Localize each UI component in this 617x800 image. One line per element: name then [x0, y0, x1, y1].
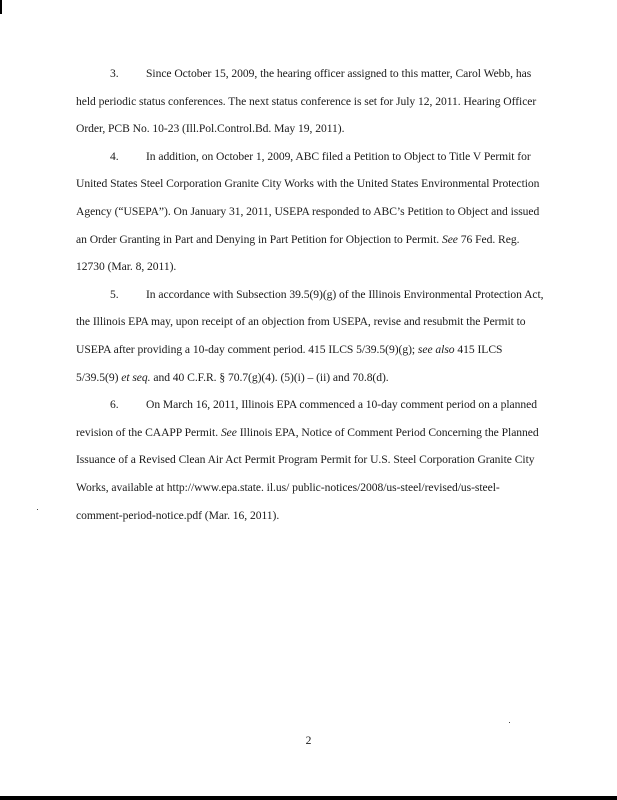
paragraph-text: Illinois EPA, Notice of Comment Period Concerning the Planned Issuance of a Revised Clean Air Act Permit Program Permit for U.S. Steel Corporation Granite City Works, available at http://www.epa.state. il.us/ public-notices/2008/us-steel/revised/us-steel-comment-period-notice.pdf (Mar. 16, 2011). — [76, 425, 539, 522]
citation-signal: See — [441, 232, 458, 246]
paragraph-text: and 40 C.F.R. § 70.7(g)(4). (5)(i) – (ii) and 70.8(d). — [150, 370, 389, 384]
paragraph-6 — [76, 391, 546, 529]
paragraph-4 — [76, 143, 546, 281]
paragraph-number: 3. — [110, 67, 119, 80]
paragraph-text: In addition, on October 1, 2009, ABC filed a Petition to Object to Title V Permit for United States Steel Corporation Granite City Works with the United States Environmental Protection Agency (“USEPA”). On January 31, 2011, USEPA responded to ABC’s Petition to Object and issued an Order Granting in Part and Denying in Part Petition for Objection to Permit. — [76, 149, 540, 246]
citation-signal: see also — [417, 342, 455, 356]
paragraph-3 — [76, 60, 546, 143]
body-text — [76, 60, 546, 529]
paragraph-5 — [76, 281, 546, 391]
citation-signal: See — [220, 425, 237, 439]
scan-edge-mark — [0, 0, 2, 14]
paragraph-number: 5. — [110, 287, 119, 301]
paragraph-number: 6. — [110, 398, 119, 412]
scan-bottom-border — [0, 796, 617, 800]
paragraph-text: 76 Fed. Reg. 12730 (Mar. 8, 2011). — [76, 232, 520, 274]
citation-signal: et seq. — [121, 370, 151, 384]
paragraph-number: 4. — [110, 149, 119, 163]
paragraph-text: On March 16, 2011, Illinois EPA commenced a 10-day comment period on a planned revision of the CAAPP Permit. — [76, 398, 537, 439]
paragraph-text: Since October 15, 2009, the hearing officer assigned to this matter, Carol Webb, has held periodic status conferences. The next status conference is set for July 12, 2011. Hearing Officer Order, PCB No. 10-23 (Ill.Pol.Control.Bd. May 19, 2011). — [76, 67, 537, 136]
paragraph-text: 415 ILCS 5/39.5(9) — [76, 342, 503, 384]
paragraph-text: In accordance with Subsection 39.5(9)(g) of the Illinois Environmental Protection Act, the Illinois EPA may, upon receipt of an objection from USEPA, revise and resubmit the Permit to USEPA after providing a 10-day comment period. 415 ILCS 5/39.5(9)(g); — [76, 287, 544, 356]
scan-speck — [37, 509, 38, 510]
page-number: 2 — [305, 734, 312, 747]
scan-speck — [509, 722, 510, 723]
